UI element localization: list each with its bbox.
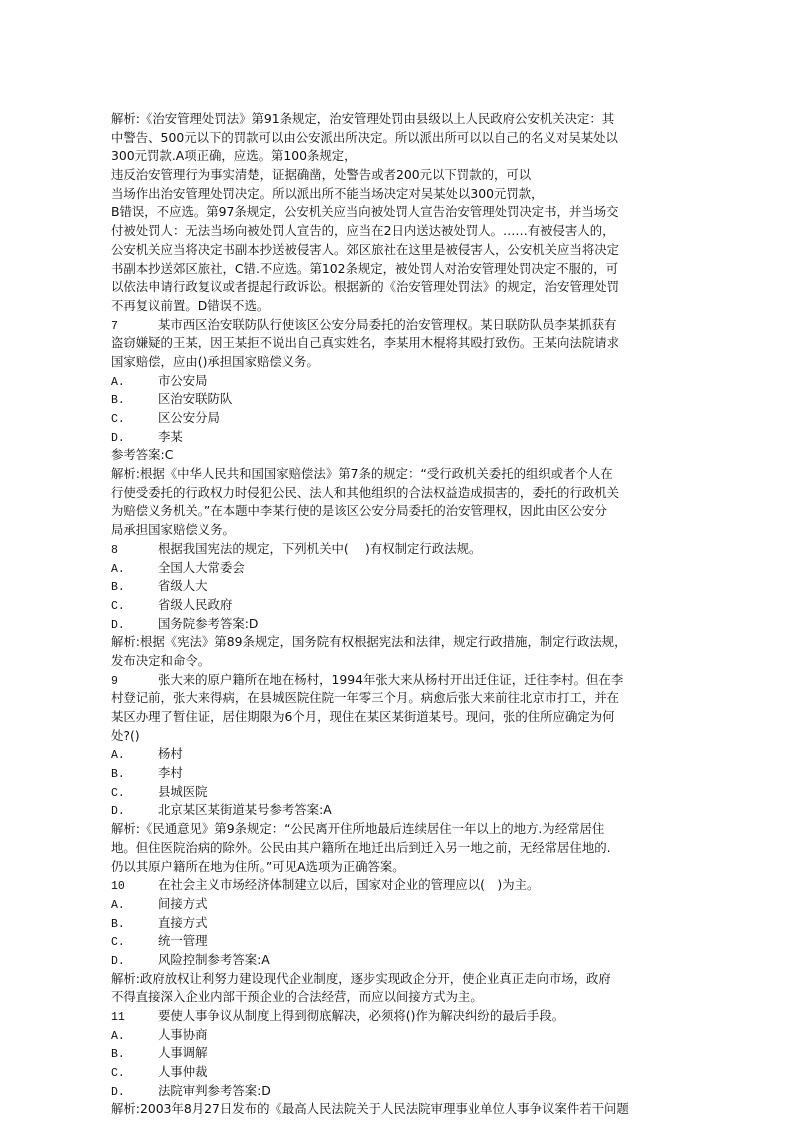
line-text: 人事仲裁: [158, 1064, 208, 1080]
line-text: 间接方式: [158, 895, 208, 911]
text-line: [111, 278, 691, 297]
line-text: 以依法申请行政复议或者提起行政诉讼。根据新的《治安管理处罚法》的规定，治安管理处罚: [111, 279, 620, 295]
line-text: 张大来的原户籍所在地在杨村，1994年张大来从杨村开出迁住证，迁往李村。但在李: [158, 671, 624, 687]
option-label: B.: [111, 581, 125, 595]
line-text: 某市西区治安联防队行使该区公安分局委托的治安管理权。某日联防队员李某抓获有: [158, 316, 617, 332]
labeled-line: [111, 577, 691, 596]
option-label: C.: [111, 599, 125, 613]
line-text: 付被处罚人：无法当场向被处罚人宣告的，应当在2日内送达被处罚人。……有被侵害人的，: [111, 223, 615, 239]
labeled-line: [111, 540, 691, 559]
text-line: [111, 446, 691, 465]
text-line: [111, 970, 691, 989]
text-line: [111, 334, 691, 353]
labeled-line: [111, 764, 691, 783]
option-label: D.: [111, 805, 125, 819]
line-text: 盗窃嫌疑的王某，因王某拒不说出自己真实姓名，李某用木棍将其殴打致伤。王某向法院请求: [111, 335, 620, 351]
option-label: C.: [111, 786, 125, 800]
labeled-line: [111, 671, 691, 690]
text-line: [111, 110, 691, 129]
text-line: [111, 353, 691, 372]
line-text: 解析:根据《中华人民共和国国家赔偿法》第7条的规定：“受行政机关委托的组织或者个人在: [111, 466, 613, 482]
line-text: 地。但住医院治病的除外。公民由其户籍所在地迁出后到迁入另一地之前，无经常居住地的.: [111, 839, 611, 855]
option-label: A.: [111, 562, 125, 576]
option-label: B.: [111, 1048, 125, 1062]
line-text: 解析:政府放权让利努力建设现代企业制度，逐步实现政企分开，使企业真正走向市场，政府: [111, 970, 611, 986]
text-line: [111, 129, 691, 148]
line-text: 书副本抄送郊区旅社，C错.不应选。第102条规定，被处罚人对治安管理处罚决定不服的，可: [111, 260, 619, 276]
line-text: 发布决定和命令。: [111, 652, 211, 668]
line-text: 村登记前，张大来得病，在县城医院住院一年零三个月。病愈后张大来前往北京市打工，并在: [111, 690, 620, 706]
text-line: [111, 1100, 691, 1119]
text-line: [111, 465, 691, 484]
option-label: A.: [111, 375, 125, 389]
line-text: 解析:《民通意见》第9条规定：“公民离开住所地最后连续居住一年以上的地方.为经常居住: [111, 821, 605, 837]
line-text: 解析:根据《宪法》第89条规定，国务院有权根据宪法和法律，规定行政措施，制定行政法规，: [111, 634, 627, 650]
line-text: 杨村: [158, 746, 183, 762]
text-line: [111, 633, 691, 652]
text-line: [111, 241, 691, 260]
text-line: [111, 502, 691, 521]
text-line: [111, 147, 691, 166]
line-text: 风险控制参考答案:A: [158, 951, 270, 967]
labeled-line: [111, 1044, 691, 1063]
line-text: 当场作出治安管理处罚决定。所以派出所不能当场决定对吴某处以300元罚款，: [111, 185, 544, 201]
labeled-line: [111, 409, 691, 428]
line-text: 李某: [158, 428, 183, 444]
line-text: 李村: [158, 765, 183, 781]
line-text: 市公安局: [158, 372, 208, 388]
line-text: 不再复议前置。D错误不选。: [111, 297, 270, 313]
line-text: 不得直接深入企业内部干预企业的合法经营，而应以间接方式为主。: [111, 989, 483, 1005]
line-text: 统一管理: [158, 933, 208, 949]
text-line: [111, 484, 691, 503]
labeled-line: [111, 1007, 691, 1026]
labeled-line: [111, 1026, 691, 1045]
text-line: [111, 727, 691, 746]
line-text: 国家赔偿，应由()承担国家赔偿义务。: [111, 353, 319, 369]
text-line: [111, 260, 691, 279]
text-line: [111, 203, 691, 222]
question-number: 8: [111, 543, 118, 557]
option-label: C.: [111, 413, 125, 426]
line-text: 省级人民政府: [158, 596, 233, 612]
question-number: 9: [111, 674, 118, 688]
line-text: 区治安联防队: [158, 391, 233, 407]
question-number: 10: [111, 880, 125, 894]
option-label: A.: [111, 1029, 125, 1043]
question-number: 11: [111, 1011, 125, 1024]
line-text: 违反治安管理行为事实清楚，证据确凿，处警告或者200元以下罚款的，可以: [111, 167, 532, 183]
option-label: D.: [111, 954, 125, 968]
text-line: [111, 839, 691, 858]
option-label: D.: [111, 1085, 125, 1099]
labeled-line: [111, 951, 691, 970]
labeled-line: [111, 596, 691, 615]
line-text: 300元罚款.A项正确，应选。第100条规定，: [111, 148, 357, 164]
line-text: 根据我国宪法的规定，下列机关中( )有权制定行政法规。: [158, 540, 482, 556]
labeled-line: [111, 1063, 691, 1082]
option-label: B.: [111, 768, 125, 782]
text-line: [111, 689, 691, 708]
labeled-line: [111, 428, 691, 447]
line-text: 局承担国家赔偿义务。: [111, 522, 235, 538]
labeled-line: [111, 390, 691, 409]
text-line: [111, 185, 691, 204]
text-line: [111, 297, 691, 316]
text-line: [111, 988, 691, 1007]
text-line: [111, 166, 691, 185]
labeled-line: [111, 559, 691, 578]
option-label: A.: [111, 898, 125, 912]
labeled-line: [111, 932, 691, 951]
labeled-line: [111, 1082, 691, 1101]
option-label: C.: [111, 936, 125, 950]
line-text: 要使人事争议从制度上得到彻底解决，必须将()作为解决纠纷的最后手段。: [158, 1008, 565, 1023]
line-text: 公安机关应当将决定书副本抄送被侵害人。郊区旅社在这里是被侵害人，公安机关应当将决定: [111, 241, 620, 257]
line-text: 解析:《治安管理处罚法》第91条规定，治安管理处罚由县级以上人民政府公安机关决定：其: [111, 111, 615, 126]
labeled-line: [111, 745, 691, 764]
option-label: B.: [111, 917, 125, 931]
line-text: 全国人大常委会: [158, 559, 245, 575]
line-text: 处?(): [111, 727, 140, 743]
labeled-line: [111, 783, 691, 802]
option-label: D.: [111, 431, 125, 445]
line-text: 北京某区某街道某号参考答案:A: [158, 802, 332, 818]
text-line: [111, 652, 691, 671]
document-page: [111, 110, 691, 1119]
line-text: 区公安分局: [158, 410, 220, 425]
line-text: 法院审判参考答案:D: [158, 1082, 271, 1098]
labeled-line: [111, 801, 691, 820]
option-label: A.: [111, 749, 125, 763]
line-text: 人事调解: [158, 1045, 208, 1061]
text-line: [111, 222, 691, 241]
line-text: 为赔偿义务机关。”在本题中李某行使的是该区公安分局委托的治安管理权，因此由区公安分: [111, 503, 607, 519]
option-label: C.: [111, 1067, 125, 1081]
line-text: 在社会主义市场经济体制建立以后，国家对企业的管理应以( )为主。: [158, 877, 540, 893]
text-line: [111, 858, 691, 877]
option-label: D.: [111, 618, 125, 632]
labeled-line: [111, 914, 691, 933]
text-line: [111, 708, 691, 727]
labeled-line: [111, 876, 691, 895]
line-text: 参考答案:C: [111, 447, 174, 463]
question-number: 7: [111, 319, 118, 333]
text-line: [111, 820, 691, 839]
line-text: 直接方式: [158, 914, 208, 930]
line-text: 县城医院: [158, 783, 208, 799]
line-text: 某区办理了暂住证，居住期限为6个月，现住在某区某街道某号。现问，张的住所应确定为何: [111, 709, 615, 724]
line-text: 国务院参考答案:D: [158, 615, 259, 631]
labeled-line: [111, 895, 691, 914]
line-text: 仍以其原户籍所在地为住所。”可见A选项为正确答案。: [111, 858, 405, 874]
labeled-line: [111, 615, 691, 634]
line-text: 解析:2003年8月27日发布的《最高人民法院关于人民法院审理事业单位人事争议案件若干问题: [111, 1101, 629, 1117]
labeled-line: [111, 372, 691, 391]
line-text: 省级人大: [158, 578, 208, 594]
line-text: 行使受委托的行政权力时侵犯公民、法人和其他组织的合法权益造成损害的，委托的行政机关: [111, 484, 620, 500]
line-text: 中警告、500元以下的罚款可以由公安派出所决定。所以派出所可以以自己的名义对吴某处以: [111, 129, 618, 145]
labeled-line: [111, 316, 691, 335]
line-text: 人事协商: [158, 1026, 208, 1042]
line-text: B错误，不应选。第97条规定，公安机关应当向被处罚人宣告治安管理处罚决定书，并当场交: [111, 204, 619, 220]
text-line: [111, 521, 691, 540]
option-label: B.: [111, 394, 125, 408]
